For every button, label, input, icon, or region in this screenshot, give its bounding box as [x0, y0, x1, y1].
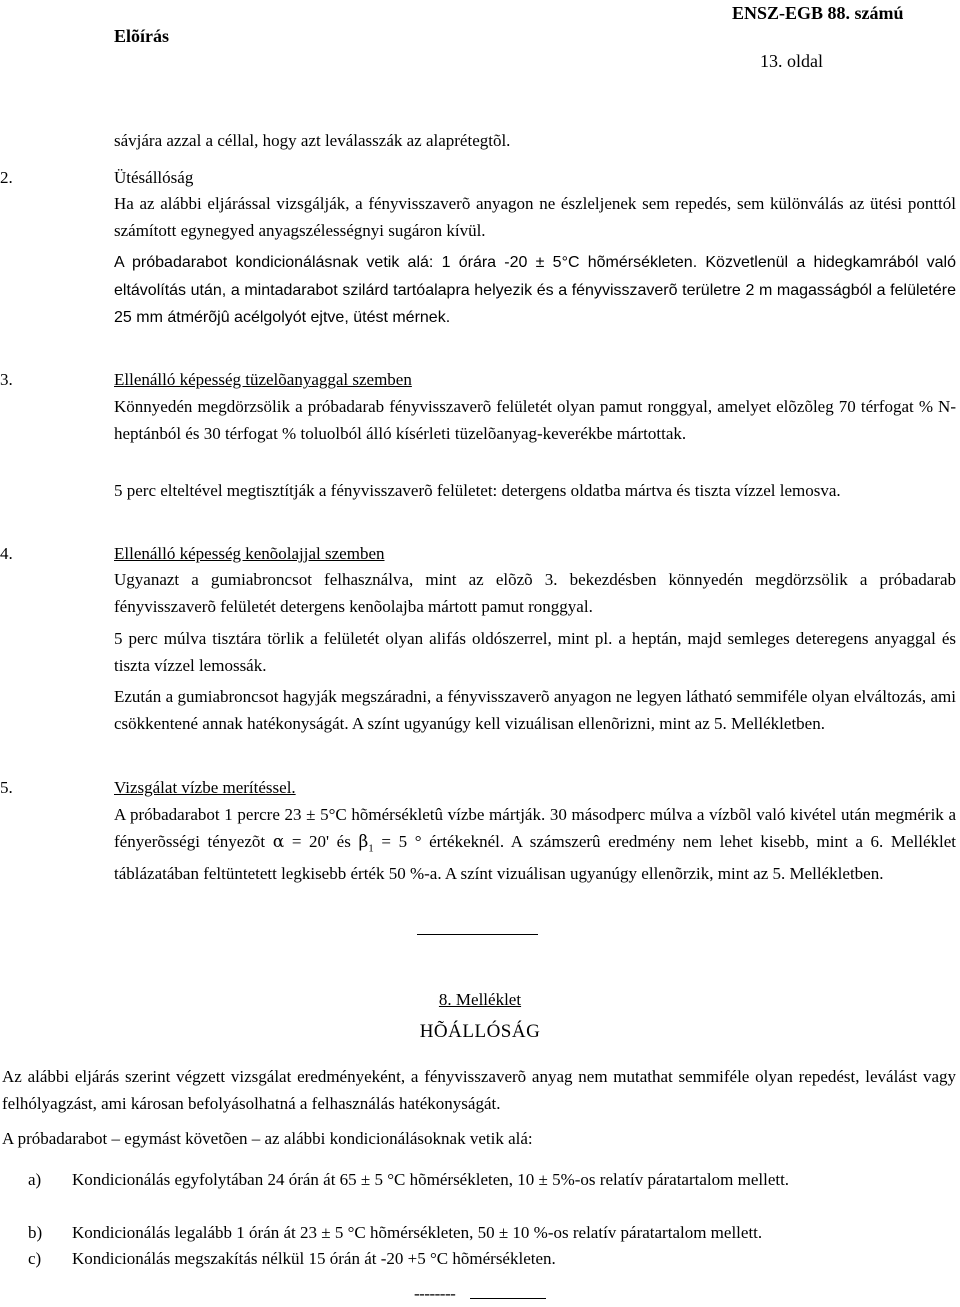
- section-4-paragraph-3: Ezután a gumiabroncsot hagyják megszáradni, a fényvisszaverõ anyagon ne legyen látható semmiféle olyan elváltozás, ami csökkentené annak hatékonyságát. A színt ugyanúgy kell vizuálisan ellenõrizni, mint az 5. Mellékletben.: [114, 687, 956, 733]
- section-4-title: Ellenálló képesség kenõolajjal szemben: [114, 544, 385, 563]
- beta-subscript: 1: [368, 841, 374, 854]
- section-5-number: 5.: [0, 778, 13, 797]
- list-item-a-text: Kondicionálás egyfolytában 24 órán át 65 ± 5 °C hõmérsékleten, 10 ± 5%-os relatív páratartalom mellett.: [72, 1170, 790, 1189]
- list-item-b-label: b): [28, 1223, 43, 1242]
- annex-number: 8. Melléklet: [438, 990, 522, 1009]
- annex-paragraph-1: Az alábbi eljárás szerint végzett vizsgálat eredményeként, a fényvisszaverõ anyag nem mutathat semmiféle olyan repedést, leválást vagy felhólyagzást, ami károsan befolyásolhatná a felhasználás hatékonyságát.: [2, 1067, 956, 1113]
- section-2-number: 2.: [0, 168, 13, 187]
- alpha-symbol: α: [272, 831, 285, 852]
- section-5-text-b: = 20' és: [291, 831, 351, 851]
- section-4-number: 4.: [0, 544, 13, 563]
- list-item-c-text: Kondicionálás megszakítás nélkül 15 órán át -20 +5 °C hõmérsékleten.: [72, 1249, 556, 1268]
- section-5-text-a: A próbadarabot 1 percre 23 ± 5°C hõmérsékletû vízbe mártják. 30 másodperc múlva a vízbõl való kivétel után megmérik a fényerõsségi tényezõt: [114, 805, 956, 851]
- annex-title: HÕÁLLÓSÁG: [419, 1021, 541, 1042]
- beta-symbol: β: [358, 831, 369, 852]
- header-regulation-number: ENSZ-EGB 88. számú: [732, 3, 904, 23]
- section-5-title: Vizsgálat vízbe merítéssel.: [114, 778, 296, 797]
- section-4-paragraph-1: Ugyanazt a gumiabroncsot felhasználva, mint az elõzõ 3. bekezdésben könnyedén megdörzsölik a próbadarab fényvisszaverõ felületét detergens kenõolajba mártott pamut ronggyal.: [114, 570, 956, 616]
- section-3-number: 3.: [0, 370, 13, 389]
- page-number: 13. oldal: [760, 51, 823, 71]
- list-item-c-label: c): [28, 1249, 42, 1268]
- section-4-paragraph-2: 5 perc múlva tisztára törlik a felületét olyan alifás oldószerrel, mint pl. a heptán, majd semleges deteregens anyaggal és tiszta vízzel lemossák.: [114, 629, 956, 675]
- section-5-text-c: = 5 ° értékeknél. A számszerû eredmény nem lehet kisebb, mint a 6. Melléklet táblázatában feltüntetett legkisebb érték 50 %-a. A színt vizuálisan ugyanúgy ellenõrzik, mint az 5. Mellékletben.: [114, 831, 956, 884]
- section-2-paragraph-2: A próbadarabot kondicionálásnak vetik alá: 1 órára -20 ± 5°C hõmérsékleten. Közvetlenül a hidegkamrából való eltávolítás után, a mintadarabot szilárd tartóalapra helyezik és a fényvisszaverõ területre 2 m magasságból a felületére 25 mm átmérõjû acélgolyót ejtve, ütést mérnek.: [114, 254, 956, 326]
- section-3-paragraph-1: Könnyedén megdörzsölik a próbadarab fényvisszaverõ felületét olyan pamut ronggyal, amelyet elõzõleg 70 térfogat % N-heptánból és 30 térfogat % toluolból álló kísérleti tüzelõanyag-keverékbe mártottak.: [114, 397, 956, 443]
- end-mark-line: [470, 1298, 546, 1299]
- section-3-paragraph-2: 5 perc elteltével megtisztítják a fényvisszaverõ felületet: detergens oldatba mártva és tiszta vízzel lemosva.: [114, 481, 841, 500]
- section-2-paragraph-1: Ha az alábbi eljárással vizsgálják, a fényvisszaverõ anyagon ne észleljenek sem repedés, sem különválás az ütési ponttól számított egynegyed anyagszélességnyi sugáron kívül.: [114, 194, 956, 240]
- list-item-a-label: a): [28, 1170, 42, 1189]
- section-5-paragraph-1: [114, 802, 956, 888]
- header-regulation-label: Elõírás: [114, 26, 170, 46]
- section-2-title: Ütésállóság: [114, 168, 194, 187]
- list-item-b-text: Kondicionálás legalább 1 órán át 23 ± 5 °C hõmérsékleten, 50 ± 10 %-os relatív páratartalom mellett.: [72, 1223, 763, 1242]
- separator-line: [417, 934, 538, 935]
- section-3-title: Ellenálló képesség tüzelõanyaggal szemben: [114, 370, 412, 389]
- annex-paragraph-2: A próbadarabot – egymást követõen – az alábbi kondicionálásoknak vetik alá:: [2, 1129, 533, 1148]
- end-mark: --------: [414, 1284, 456, 1303]
- continuation-text: sávjára azzal a céllal, hogy azt leválasszák az alaprétegtõl.: [114, 131, 511, 150]
